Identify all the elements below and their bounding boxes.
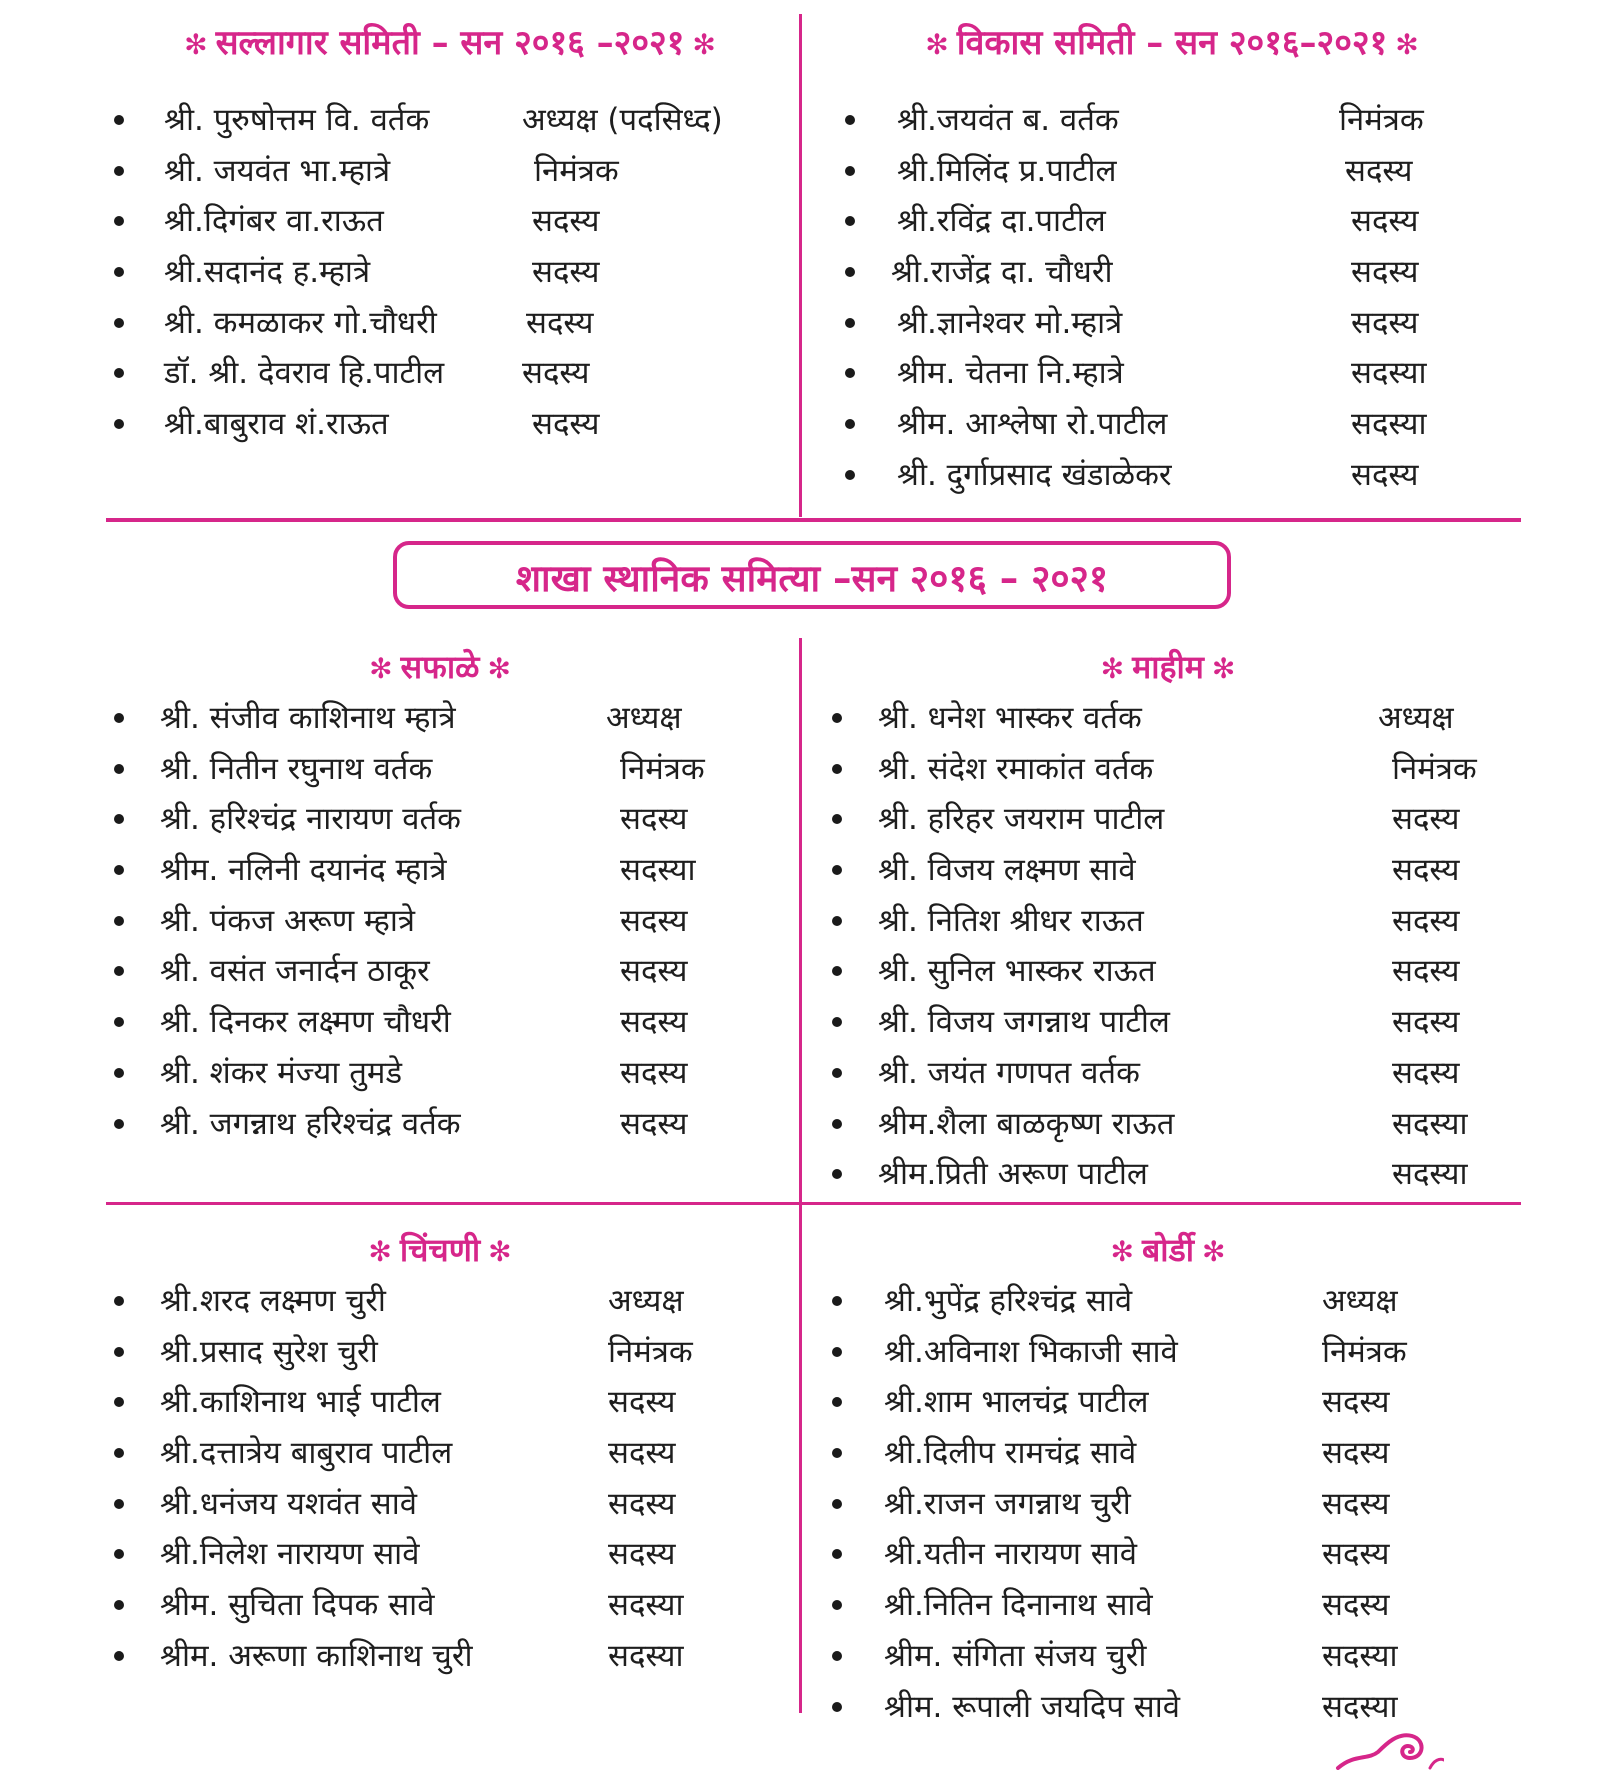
member-role: सदस्य	[1351, 203, 1419, 240]
member-name: श्रीम. संगिता संजय चुरी	[884, 1637, 1147, 1674]
member-name: श्री. धनेश भास्कर वर्तक	[878, 700, 1142, 736]
bullet-icon	[832, 764, 842, 774]
member-role: अध्यक्ष	[1378, 700, 1454, 736]
list-item	[114, 1099, 794, 1150]
bullet-icon	[845, 419, 855, 429]
member-role: सदस्य	[1392, 852, 1460, 889]
member-name: श्री. जयंत गणपत वर्तक	[878, 1054, 1140, 1091]
member-name: डॉ. श्री. देवराव हि.पाटील	[164, 355, 445, 392]
member-role: सदस्या	[1392, 1156, 1468, 1193]
member-name: श्री. हरिहर जयराम पाटील	[878, 801, 1165, 838]
list-item	[845, 399, 1465, 450]
bullet-icon	[832, 1499, 842, 1509]
member-name: श्री.रविंद्र दा.पाटील	[897, 203, 1106, 240]
bordi-title: बोर्डी	[1142, 1231, 1194, 1269]
bullet-icon	[114, 1549, 124, 1559]
bullet-icon	[114, 216, 124, 226]
list-item	[845, 196, 1465, 247]
bullet-icon	[114, 1499, 124, 1509]
member-role: सदस्य	[608, 1485, 676, 1522]
bullet-icon	[114, 267, 124, 277]
member-name: श्री. शंकर मंज्या तुमडे	[160, 1054, 403, 1091]
bullet-icon	[832, 1600, 842, 1610]
bullet-icon	[845, 318, 855, 328]
member-role: सदस्य	[620, 902, 688, 939]
bullet-icon	[114, 1397, 124, 1407]
asterisk-icon: ✻	[368, 1235, 392, 1268]
list-item	[114, 298, 774, 349]
member-role: सदस्य	[526, 304, 594, 341]
member-name: श्री.भुपेंद्र हरिश्चंद्र सावे	[884, 1283, 1133, 1319]
bullet-icon	[114, 1448, 124, 1458]
member-name: श्री.नितिन दिनानाथ सावे	[884, 1587, 1153, 1624]
bullet-icon	[832, 966, 842, 976]
member-name: श्री.सदानंद ह.म्हात्रे	[164, 254, 371, 291]
list-item	[114, 1479, 794, 1530]
member-role: सदस्या	[1322, 1637, 1398, 1674]
bullet-icon	[845, 267, 855, 277]
member-name: श्री.शाम भालचंद्र पाटील	[884, 1384, 1149, 1421]
member-role: सदस्य	[1351, 254, 1419, 291]
list-item	[114, 95, 774, 146]
bullet-icon	[832, 1347, 842, 1357]
member-name: श्री. जयवंत भा.म्हात्रे	[164, 152, 391, 189]
list-item	[114, 1276, 794, 1327]
member-role: सदस्य	[620, 801, 688, 838]
bullet-icon	[845, 216, 855, 226]
member-name: श्री. विजय जगन्नाथ पाटील	[878, 1004, 1170, 1041]
list-item	[114, 1529, 794, 1580]
list-item	[832, 1377, 1492, 1428]
member-name: श्री.प्रसाद सुरेश चुरी	[160, 1333, 378, 1370]
bullet-icon	[114, 1017, 124, 1027]
list-item	[832, 1099, 1492, 1150]
development-committee-heading	[856, 18, 1488, 64]
member-role: सदस्या	[1392, 1105, 1468, 1142]
list-item	[114, 997, 794, 1048]
list-item	[114, 399, 774, 450]
bullet-icon	[114, 318, 124, 328]
mahim-heading	[1038, 645, 1298, 688]
list-item	[832, 845, 1492, 896]
member-role: निमंत्रक	[608, 1333, 693, 1370]
chinchani-list	[114, 1276, 794, 1682]
member-role: निमंत्रक	[1339, 102, 1424, 138]
list-item	[832, 997, 1492, 1048]
bullet-icon	[114, 1651, 124, 1661]
member-name: श्री.शरद लक्ष्मण चुरी	[160, 1283, 386, 1319]
list-item	[832, 1327, 1492, 1378]
member-role: सदस्य	[532, 254, 600, 291]
member-name: श्रीम. चेतना नि.म्हात्रे	[897, 355, 1124, 392]
list-item	[832, 1048, 1492, 1099]
section-divider	[106, 518, 1521, 522]
bullet-icon	[114, 166, 124, 176]
bullet-icon	[845, 115, 855, 125]
list-item	[114, 1631, 794, 1682]
member-role: सदस्य	[1322, 1587, 1390, 1624]
member-role: निमंत्रक	[1392, 750, 1477, 787]
bullet-icon	[114, 1347, 124, 1357]
asterisk-icon: ✻	[1201, 1235, 1226, 1268]
swirl-ornament-icon	[1334, 1724, 1444, 1770]
list-item	[114, 1377, 794, 1428]
member-role: सदस्या	[1322, 1688, 1398, 1725]
member-name: श्री.दत्तात्रेय बाबुराव पाटील	[160, 1435, 453, 1472]
bullet-icon	[114, 1600, 124, 1610]
member-name: श्री.दिगंबर वा.राऊत	[164, 203, 384, 240]
member-name: श्री. सुनिल भास्कर राऊत	[878, 953, 1156, 990]
member-name: श्री. नितीन रघुनाथ वर्तक	[160, 750, 433, 787]
member-name: श्री.अविनाश भिकाजी सावे	[884, 1333, 1178, 1370]
list-item	[832, 1276, 1492, 1327]
member-name: श्री. नितिश श्रीधर राऊत	[878, 902, 1144, 939]
list-item	[845, 95, 1465, 146]
member-name: श्री. वसंत जनार्दन ठाकूर	[160, 953, 430, 990]
member-name: श्रीम. रूपाली जयदिप सावे	[884, 1688, 1181, 1725]
member-name: श्री.राजन जगन्नाथ चुरी	[884, 1485, 1131, 1522]
mahim-title: माहीम	[1132, 648, 1204, 686]
bullet-icon	[845, 166, 855, 176]
member-role: निमंत्रक	[1322, 1333, 1407, 1370]
bullet-icon	[832, 916, 842, 926]
bullet-icon	[832, 814, 842, 824]
safale-heading	[310, 645, 570, 688]
list-item	[845, 348, 1465, 399]
list-item	[845, 247, 1465, 298]
member-role: सदस्य	[620, 1054, 688, 1091]
mahim-list	[832, 693, 1492, 1200]
bullet-icon	[114, 814, 124, 824]
list-item	[845, 146, 1465, 197]
top-column-divider	[799, 14, 802, 517]
list-item	[114, 1428, 794, 1479]
member-name: श्रीम. नलिनी दयानंद म्हात्रे	[160, 852, 447, 889]
bullet-icon	[114, 419, 124, 429]
list-item	[114, 845, 794, 896]
bullet-icon	[845, 368, 855, 378]
member-role: सदस्य	[1392, 1004, 1460, 1041]
member-role: अध्यक्ष	[608, 1283, 684, 1319]
bullet-icon	[832, 1549, 842, 1559]
member-name: श्री.बाबुराव शं.राऊत	[164, 406, 389, 443]
list-item	[114, 794, 794, 845]
bullet-icon	[832, 1296, 842, 1306]
list-item	[832, 744, 1492, 795]
asterisk-icon: ✻	[1395, 28, 1419, 61]
asterisk-icon: ✻	[184, 28, 208, 61]
asterisk-icon: ✻	[487, 652, 511, 685]
member-name: श्रीम. सुचिता दिपक सावे	[160, 1587, 435, 1624]
bullet-icon	[832, 1068, 842, 1078]
member-name: श्री. विजय लक्ष्मण सावे	[878, 852, 1136, 889]
bullet-icon	[832, 1448, 842, 1458]
asterisk-icon: ✻	[692, 28, 716, 61]
member-role: सदस्या	[1351, 355, 1427, 392]
list-item	[832, 1479, 1492, 1530]
member-role: निमंत्रक	[534, 152, 619, 189]
section-divider	[106, 1202, 800, 1205]
member-role: सदस्य	[522, 355, 590, 392]
member-role: सदस्य	[608, 1536, 676, 1573]
list-item	[832, 1580, 1492, 1631]
member-role: सदस्य	[1322, 1435, 1390, 1472]
member-role: सदस्य	[620, 953, 688, 990]
asterisk-icon: ✻	[1100, 652, 1125, 685]
bullet-icon	[114, 1068, 124, 1078]
list-item	[832, 794, 1492, 845]
bullet-icon	[832, 713, 842, 723]
member-role: सदस्य	[1322, 1485, 1390, 1522]
member-name: श्रीम.प्रिती अरूण पाटील	[878, 1156, 1148, 1193]
list-item	[114, 247, 774, 298]
list-item	[845, 298, 1465, 349]
member-name: श्री. जगन्नाथ हरिश्चंद्र वर्तक	[160, 1105, 461, 1142]
member-name: श्री. दिनकर लक्ष्मण चौधरी	[160, 1004, 451, 1041]
bullet-icon	[114, 1119, 124, 1129]
member-role: सदस्य	[1392, 801, 1460, 838]
list-item	[832, 896, 1492, 947]
list-item	[114, 693, 794, 744]
member-role: सदस्य	[620, 1105, 688, 1142]
member-name: श्री.ज्ञानेश्वर मो.म्हात्रे	[897, 304, 1123, 341]
member-name: श्री. हरिश्चंद्र नारायण वर्तक	[160, 801, 461, 838]
list-item	[114, 348, 774, 399]
bullet-icon	[845, 470, 855, 480]
chinchani-heading	[310, 1228, 570, 1271]
asterisk-icon: ✻	[488, 1235, 512, 1268]
member-name: श्री. दुर्गाप्रसाद खंडाळेकर	[897, 456, 1172, 493]
bullet-icon	[832, 1702, 842, 1712]
list-item	[832, 1529, 1492, 1580]
bullet-icon	[114, 713, 124, 723]
development-committee-title: विकास समिती – सन २०१६–२०२१	[956, 23, 1388, 63]
member-role: सदस्य	[1392, 953, 1460, 990]
bullet-icon	[832, 1119, 842, 1129]
list-item	[114, 1327, 794, 1378]
member-name: श्री. पुरुषोत्तम वि. वर्तक	[164, 102, 430, 138]
member-role: अध्यक्ष (पदसिध्द)	[522, 102, 723, 138]
member-role: निमंत्रक	[620, 750, 705, 787]
bullet-icon	[832, 1397, 842, 1407]
bullet-icon	[114, 865, 124, 875]
member-name: श्री.मिलिंद प्र.पाटील	[897, 152, 1117, 189]
member-role: अध्यक्ष	[1322, 1283, 1398, 1319]
member-name: श्री. पंकज अरूण म्हात्रे	[160, 902, 415, 939]
member-role: सदस्य	[1392, 902, 1460, 939]
member-name: श्री.दिलीप रामचंद्र सावे	[884, 1435, 1137, 1472]
list-item	[114, 744, 794, 795]
asterisk-icon: ✻	[1110, 1235, 1135, 1268]
member-role: सदस्य	[1351, 456, 1419, 493]
member-name: श्री.काशिनाथ भाई पाटील	[160, 1384, 441, 1421]
asterisk-icon: ✻	[1211, 652, 1236, 685]
member-role: सदस्य	[1351, 304, 1419, 341]
member-name: श्रीम.शैला बाळकृष्ण राऊत	[878, 1105, 1175, 1142]
safale-list	[114, 693, 794, 1149]
bullet-icon	[832, 1169, 842, 1179]
list-item	[832, 1428, 1492, 1479]
list-item	[114, 146, 774, 197]
member-role: सदस्य	[1345, 152, 1413, 189]
member-name: श्री. संजीव काशिनाथ म्हात्रे	[160, 700, 456, 736]
member-name: श्रीम. अरूणा काशिनाथ चुरी	[160, 1637, 473, 1674]
branch-committees-banner: शाखा स्थानिक समित्या –सन २०१६ – २०२१	[393, 541, 1231, 609]
list-item	[114, 196, 774, 247]
member-name: श्री.निलेश नारायण सावे	[160, 1536, 420, 1573]
member-name: श्री.धनंजय यशवंत सावे	[160, 1485, 417, 1522]
member-role: सदस्य	[620, 1004, 688, 1041]
advisory-committee-heading	[130, 18, 770, 64]
list-item	[832, 1149, 1492, 1200]
lower-column-divider	[799, 638, 802, 1713]
advisory-committee-list	[114, 95, 774, 450]
bullet-icon	[114, 115, 124, 125]
member-role: सदस्य	[1392, 1054, 1460, 1091]
asterisk-icon: ✻	[925, 28, 949, 61]
chinchani-title: चिंचणी	[399, 1231, 481, 1269]
list-item	[114, 1048, 794, 1099]
bullet-icon	[114, 764, 124, 774]
member-role: सदस्य	[532, 203, 600, 240]
list-item	[832, 946, 1492, 997]
member-role: सदस्य	[608, 1384, 676, 1421]
list-item	[114, 946, 794, 997]
list-item	[845, 450, 1465, 501]
advisory-committee-title: सल्लागार समिती – सन २०१६ –२०२१	[215, 23, 685, 63]
member-role: सदस्या	[620, 852, 696, 889]
bullet-icon	[832, 1017, 842, 1027]
member-role: सदस्य	[532, 406, 600, 443]
member-name: श्री.जयवंत ब. वर्तक	[897, 102, 1119, 138]
list-item	[832, 1631, 1492, 1682]
bullet-icon	[114, 916, 124, 926]
member-name: श्री. संदेश रमाकांत वर्तक	[878, 750, 1154, 787]
member-role: सदस्य	[1322, 1536, 1390, 1573]
bullet-icon	[114, 368, 124, 378]
bullet-icon	[114, 1296, 124, 1306]
bordi-heading	[1038, 1228, 1298, 1271]
section-divider	[800, 1202, 1521, 1205]
member-name: श्री. कमळाकर गो.चौधरी	[164, 304, 437, 341]
member-role: सदस्या	[1351, 406, 1427, 443]
list-item	[114, 1580, 794, 1631]
member-role: सदस्या	[608, 1587, 684, 1624]
member-name: श्री.राजेंद्र दा. चौधरी	[891, 254, 1113, 291]
bordi-list	[832, 1276, 1492, 1732]
bullet-icon	[114, 966, 124, 976]
list-item	[114, 896, 794, 947]
member-role: सदस्या	[608, 1637, 684, 1674]
bullet-icon	[832, 865, 842, 875]
member-role: सदस्य	[1322, 1384, 1390, 1421]
safale-title: सफाळे	[400, 648, 480, 686]
member-name: श्रीम. आश्लेषा रो.पाटील	[897, 406, 1168, 443]
development-committee-list	[845, 95, 1465, 501]
member-name: श्री.यतीन नारायण सावे	[884, 1536, 1137, 1573]
member-role: सदस्य	[608, 1435, 676, 1472]
list-item	[832, 693, 1492, 744]
asterisk-icon: ✻	[369, 652, 393, 685]
member-role: अध्यक्ष	[606, 700, 682, 736]
bullet-icon	[832, 1651, 842, 1661]
